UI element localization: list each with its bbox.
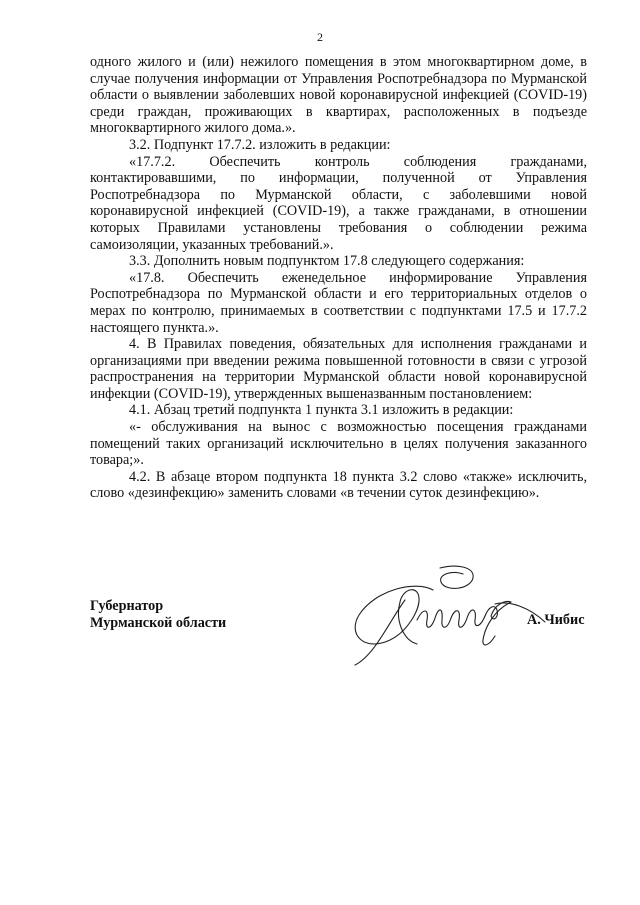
document-body bbox=[90, 54, 587, 502]
paragraph: 4.2. В абзаце втором подпункта 18 пункта 3.2 слово «также» исключить, слово «дезинфекцию» заменить словами «в течении суток дезинфекцию». bbox=[90, 468, 587, 502]
signer-name: А. Чибис bbox=[527, 612, 585, 628]
paragraph: одного жилого и (или) нежилого помещения в этом многоквартирном доме, в случае получения информации от Управления Роспотребнадзора по Мурманской области о выявлении заболевших новой коронавирусной инфекцией (COVID-19) среди граждан, проживающих в квартирах, расположенных в подъезде многоквартирного жилого дома.». bbox=[90, 54, 587, 137]
page-number: 2 bbox=[317, 30, 323, 44]
signatory-position bbox=[90, 598, 226, 632]
paragraph: 4.1. Абзац третий подпункта 1 пункта 3.1 изложить в редакции: bbox=[129, 402, 514, 419]
paragraph: «17.8. Обеспечить еженедельное информирование Управления Роспотребнадзора по Мурманской области и его территориальных отделов о мерах по контролю, принимаемых в соответствии с подпунктами 17.5 и 17.7.2 настоящего пункта.». bbox=[90, 269, 587, 336]
paragraph: «- обслуживания на вынос с возможностью посещения гражданами помещений таких организаций исключительно в целях получения заказанного товара;». bbox=[90, 419, 587, 469]
paragraph: «17.7.2. Обеспечить контроль соблюдения гражданами, контактировавшими, по информации, полученной от Управления Роспотребнадзора по Мурманской области, с заболевшими новой коронавирусной инфекцией (COVID-19), а также гражданами, в отношении которых Правилами установлены требования о соблюдении режима самоизоляции, указанных требований.». bbox=[90, 153, 587, 253]
paragraph: 3.2. Подпункт 17.7.2. изложить в редакции: bbox=[129, 136, 391, 153]
signatory-region: Мурманской области bbox=[90, 615, 227, 631]
paragraph: 3.3. Дополнить новым подпунктом 17.8 следующего содержания: bbox=[129, 253, 525, 270]
signatory-title: Губернатор bbox=[90, 598, 164, 614]
paragraph: 4. В Правилах поведения, обязательных для исполнения гражданами и организациями при введении режима повышенной готовности в связи с угрозой распространения на территории Мурманской области новой коронавирусной инфекции (COVID-19), утвержденных вышеназванным постановлением: bbox=[90, 336, 587, 402]
